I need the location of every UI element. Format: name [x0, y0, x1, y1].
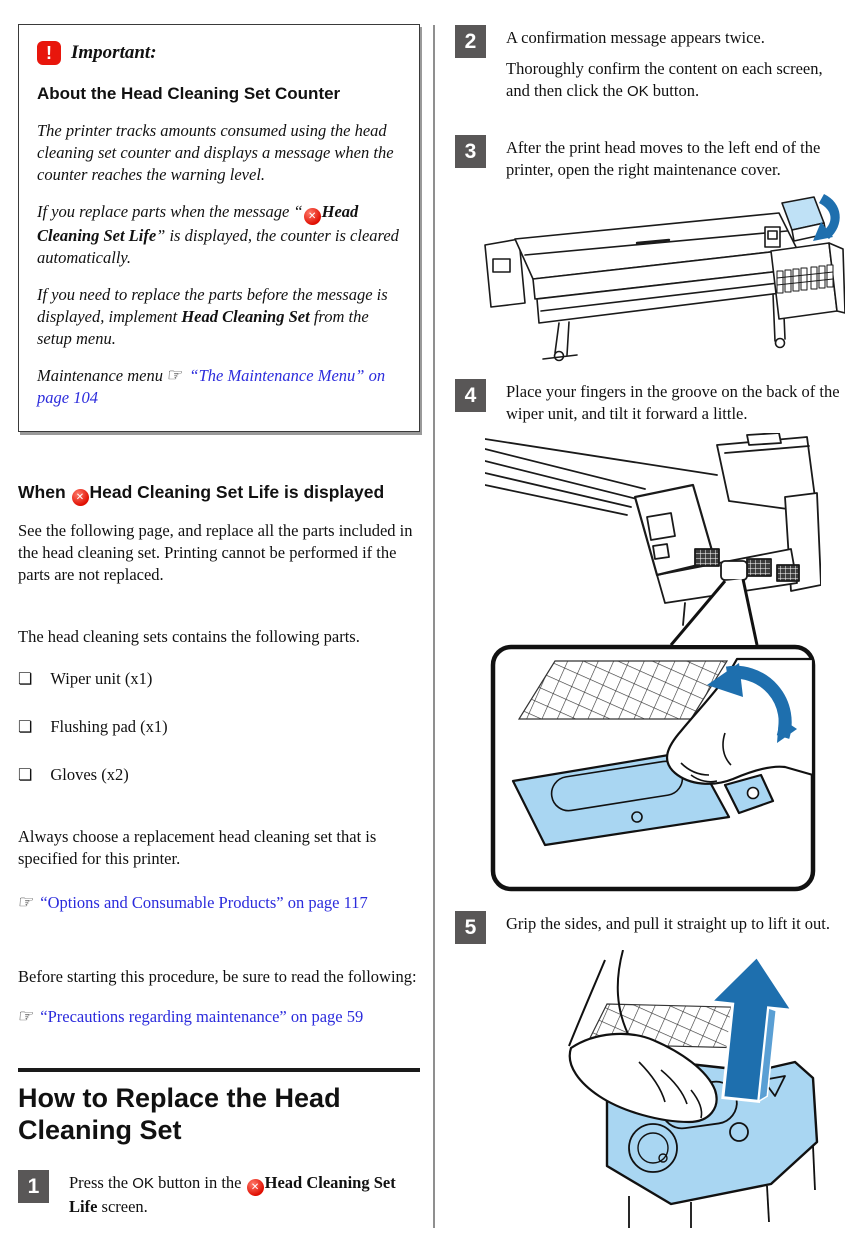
paragraph-before-starting: Before starting this procedure, be sure to read the following:	[18, 967, 417, 986]
important-title	[37, 41, 401, 65]
list-item	[18, 668, 420, 690]
section-heading-when: When ✕ Head Cleaning Set Life is displayed	[18, 480, 420, 506]
precautions-reference	[18, 1006, 420, 1028]
error-icon: ✕	[72, 489, 89, 506]
step-text: After the print head moves to the left end of the printer, open the right maintenance cover.	[506, 138, 821, 179]
wiper-tilt-illustration	[485, 433, 821, 895]
important-box	[18, 24, 420, 432]
list-item	[18, 716, 420, 738]
options-consumables-reference	[18, 892, 420, 914]
step-row-3	[455, 135, 849, 181]
wiper-lift-illustration	[511, 950, 823, 1228]
error-icon: ✕	[247, 1179, 264, 1196]
right-column	[455, 0, 849, 1228]
step-number: 4	[455, 379, 486, 412]
step-text: A confirmation message appears twice. Thoroughly confirm the content on each screen, and then click the OK button.	[506, 28, 823, 100]
step-number: 3	[455, 135, 486, 168]
paragraph-always-choose: Always choose a replacement head cleaning set that is specified for this printer.	[18, 827, 377, 868]
left-column	[18, 0, 420, 1218]
paragraph-parts-intro: The head cleaning sets contains the following parts.	[18, 627, 360, 646]
options-consumables-link[interactable]: “Options and Consumable Products” on page 117	[40, 893, 368, 912]
step-text: Grip the sides, and pull it straight up to lift it out.	[506, 914, 831, 933]
maintenance-menu-link[interactable]: “The Maintenance Menu” on page 104	[37, 366, 386, 407]
step-number: 5	[455, 911, 486, 944]
error-icon: ✕	[304, 208, 321, 225]
checkbox-bullet-icon: ❏	[18, 765, 33, 784]
column-divider	[433, 25, 435, 1228]
step-row-4	[455, 379, 849, 425]
important-paragraph-4: Maintenance menu ☞ “The Maintenance Menu” on page 104	[37, 365, 386, 407]
step-text: Place your fingers in the groove on the back of the wiper unit, and tilt it forward a little.	[506, 382, 840, 423]
list-item	[18, 764, 420, 786]
important-paragraph-2: If you replace parts when the message “ ✕ Head Cleaning Set Life” is displayed, the counter is cleared automatically.	[37, 202, 399, 267]
item-label: Wiper unit (x1)	[50, 669, 153, 688]
important-icon: !	[37, 41, 61, 65]
step-text: Press the OK button in the ✕ Head Cleaning Set Life screen.	[69, 1173, 396, 1216]
item-label: Flushing pad (x1)	[50, 717, 168, 736]
checkbox-bullet-icon: ❏	[18, 669, 33, 688]
step-row-2	[455, 25, 849, 103]
important-paragraph-1: The printer tracks amounts consumed using the head cleaning set counter and displays a message when the counter reaches the warning level.	[37, 121, 394, 184]
important-subtitle: About the Head Cleaning Set Counter	[37, 84, 341, 103]
step-number: 1	[18, 1170, 49, 1203]
step-row-1	[18, 1170, 420, 1218]
cross-reference-icon: ☞	[165, 365, 185, 386]
step-number: 2	[455, 25, 486, 58]
important-title-label: Important:	[71, 42, 157, 63]
checkbox-bullet-icon: ❏	[18, 717, 33, 736]
paragraph-see-following: See the following page, and replace all the parts included in the head cleaning set. Printing cannot be performed if the parts are not replaced.	[18, 521, 413, 584]
section-rule	[18, 1068, 420, 1072]
parts-list	[18, 668, 420, 786]
precautions-link[interactable]: “Precautions regarding maintenance” on page 59	[40, 1007, 364, 1026]
step-row-5	[455, 911, 849, 944]
section-heading-how: How to Replace the Head Cleaning Set	[18, 1083, 341, 1145]
cross-reference-icon: ☞	[16, 1006, 36, 1027]
item-label: Gloves (x2)	[50, 765, 129, 784]
printer-overview-illustration	[477, 193, 845, 365]
important-paragraph-3: If you need to replace the parts before the message is displayed, implement Head Cleaning Set from the setup menu.	[37, 285, 388, 348]
cross-reference-icon: ☞	[16, 892, 36, 913]
